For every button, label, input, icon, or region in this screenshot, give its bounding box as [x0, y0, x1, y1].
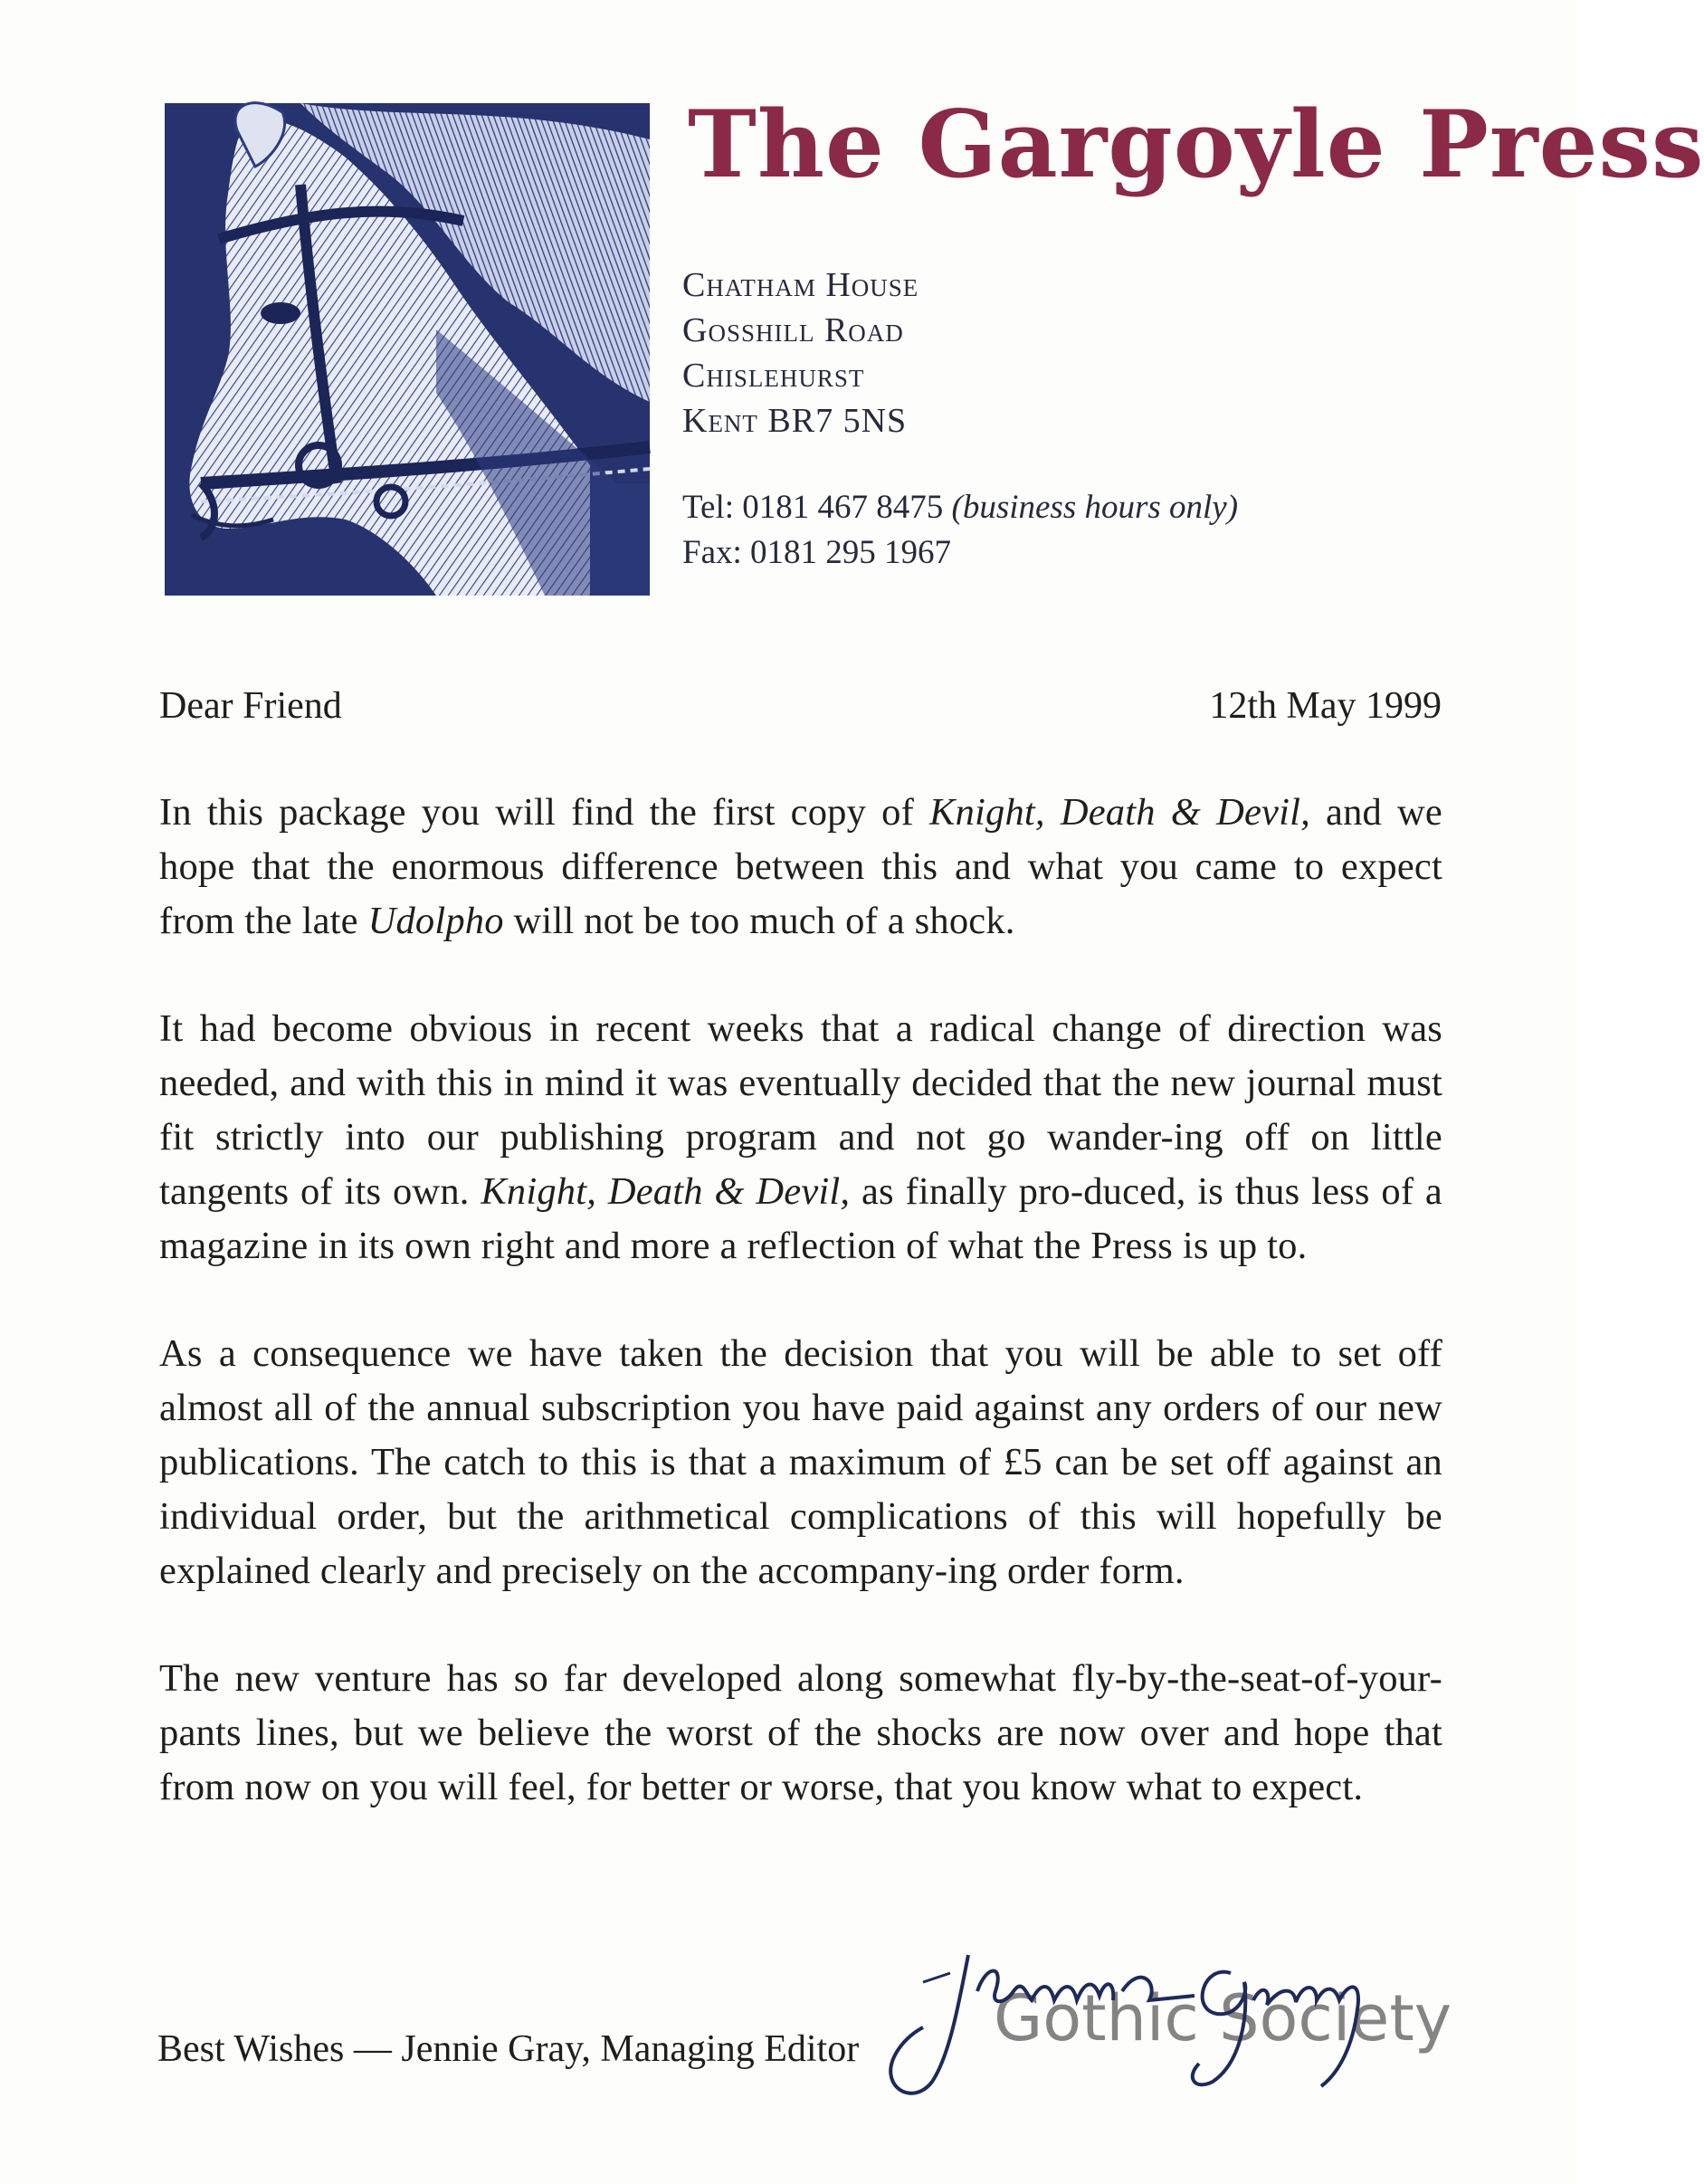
letter-date: 12th May 1999	[1209, 685, 1442, 727]
journal-title: Knight, Death & Devil,	[481, 1170, 851, 1213]
press-name-title: The Gargoyle Press	[688, 91, 1704, 199]
contact-block	[682, 485, 1238, 576]
address-line: Chislehurst	[682, 357, 865, 395]
signoff-line: Best Wishes — Jennie Gray, Managing Editor	[157, 2028, 860, 2070]
letter-body	[159, 786, 1442, 1868]
address-line: Kent BR7 5NS	[682, 402, 908, 440]
old-journal-title: Udolpho	[367, 900, 504, 942]
paragraph-2	[159, 1002, 1442, 1273]
paragraph-4: The new venture has so far developed along somewhat fly-by-the-seat-of-your-pants lines, but we believe the worst of the shocks are now over and hope that from now on you will feel, for better or worse, that you know what to expect.	[159, 1657, 1442, 1808]
fax-line: Fax: 0181 295 1967	[682, 534, 952, 571]
address-block	[682, 262, 919, 443]
text-run: will not be too much of a shock.	[503, 900, 1015, 942]
text-run: It had become obvious in recent weeks that a radical change of direction was needed, and with this in mind it was eventually decided that the new journal must fit strictly into our publishing program and not go wander-ing off on little tangents of its own.	[159, 1007, 1442, 1213]
journal-title: Knight, Death & Devil,	[929, 791, 1310, 834]
handwritten-signature	[869, 1928, 1412, 2109]
telephone-note: (business hours only)	[951, 489, 1239, 526]
paragraph-1	[159, 786, 1442, 949]
salutation: Dear Friend	[159, 685, 342, 727]
text-run: as finally pro-duced, is thus less of a magazine in its own right and more a reflection of what the Press is up to.	[159, 1170, 1442, 1267]
paragraph-3: As a consequence we have taken the decision that you will be able to set off almost all of the annual subscription you have paid against any orders of our new publications. The catch to this is that a maximum of £5 can be set off against an individual order, but the arithmetical complications of this will hopefully be explained clearly and precisely on the accompany-ing order form.	[159, 1332, 1442, 1592]
text-run: In this package you will find the first copy of	[159, 791, 930, 834]
horse-woodcut-image	[165, 103, 650, 596]
watermark-text: Gothic Society	[994, 1981, 1452, 2055]
address-line: Chatham House	[682, 266, 919, 304]
telephone-line	[682, 485, 1238, 530]
address-line: Gosshill Road	[682, 311, 904, 349]
telephone-number: Tel: 0181 467 8475	[682, 489, 944, 526]
text-run: and we hope that the enormous difference between this and what you came to expect from the late	[159, 791, 1442, 942]
